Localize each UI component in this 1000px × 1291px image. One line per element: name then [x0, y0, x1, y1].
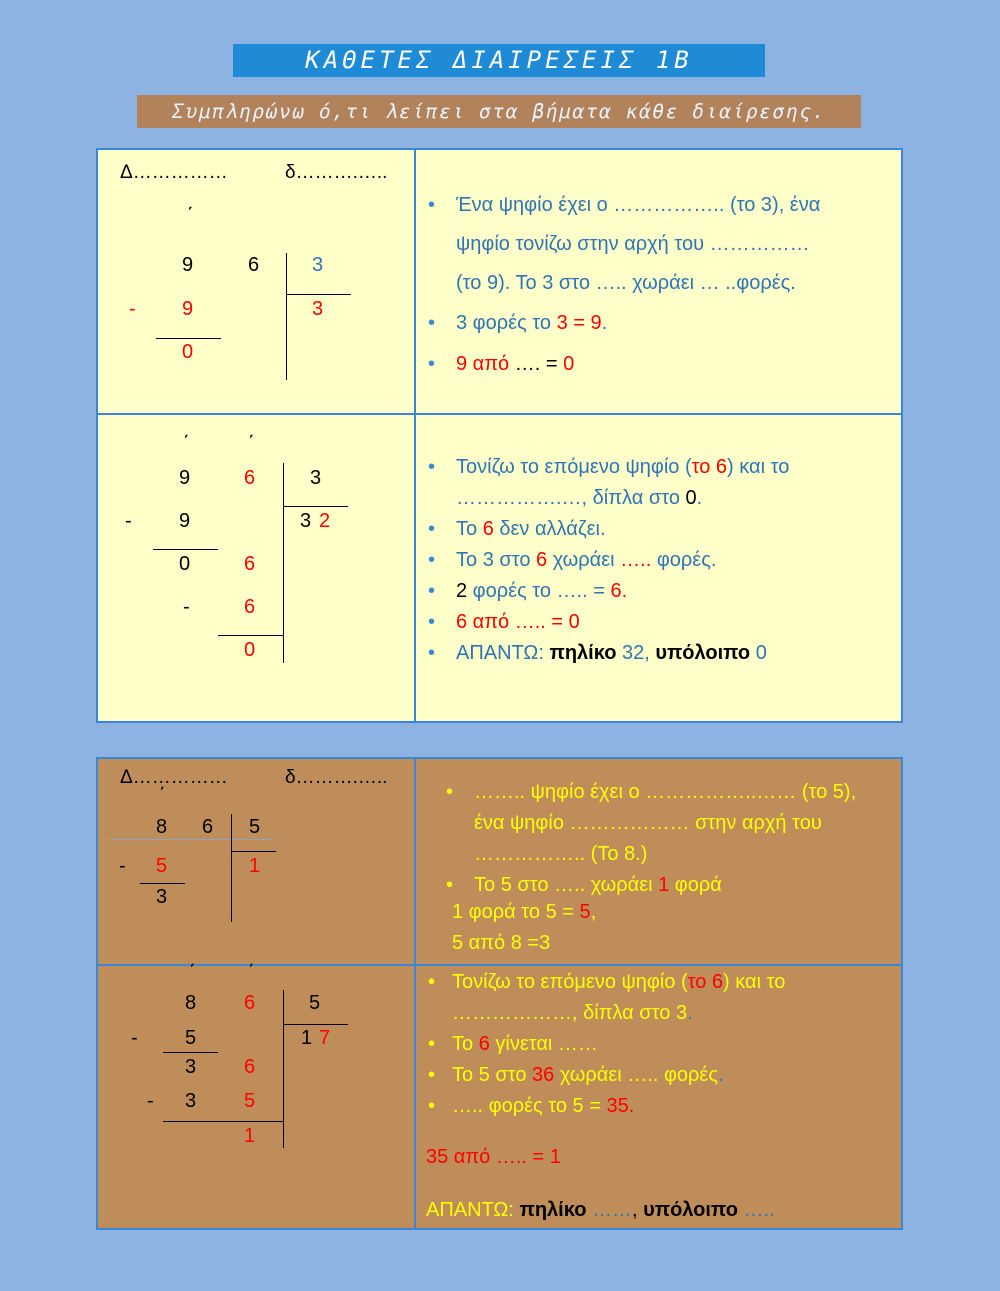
subtrahend: 5: [185, 1027, 197, 1049]
step-text: Το 5 στο ….. χωράει: [474, 874, 659, 896]
step-text: 6: [478, 1033, 490, 1055]
ex2-step2-text-cell: [414, 964, 903, 1230]
subtrahend: 5: [156, 855, 168, 877]
dividend-digit-6: 6: [244, 467, 256, 489]
step-text: …. =: [509, 353, 564, 375]
step-bullet: [416, 576, 896, 607]
step-text: Ένα ψηφίο έχει ο …………….. (το 3), ένα: [456, 194, 821, 216]
step-text: 6 από ….. = 0: [456, 611, 580, 633]
step-text: ) και το: [723, 971, 786, 993]
dividend-digit-6: 6: [248, 254, 260, 276]
step-text: 3 φορές το: [456, 312, 557, 334]
remainder: 0: [182, 341, 194, 363]
minus-sign: -: [129, 298, 136, 320]
step-bullet: [416, 452, 896, 514]
divisor-label: δ……….…..: [285, 162, 388, 183]
final-remainder: 0: [244, 639, 256, 661]
divisor-underline: [283, 1024, 348, 1025]
ex1-step1-work-cell: [96, 148, 416, 415]
digit-tick-mark: ΄: [187, 205, 194, 227]
step-bullet: [416, 1060, 901, 1091]
step-line: [452, 901, 596, 924]
step-text: .: [687, 1002, 693, 1024]
step-bullet: [416, 545, 896, 576]
step-text: Το: [452, 1033, 479, 1055]
step-text: Τονίζω το επόμενο ψηφίο (: [452, 971, 688, 993]
step-bullet: [434, 777, 904, 870]
divisor: 3: [312, 254, 324, 276]
ex1-step1-steps-list: [416, 186, 896, 385]
ex2-step2-steps-list: [416, 967, 901, 1122]
divisor-underline: [231, 851, 276, 852]
step-text: ….. φορές το 5 =: [452, 1095, 607, 1117]
step-text: 0: [563, 353, 575, 375]
digit-tick-mark: ΄: [248, 962, 255, 984]
step-text: 0: [685, 487, 697, 509]
step-text: χωράει ….. φορές: [554, 1064, 718, 1086]
step-bullet: [416, 1091, 901, 1122]
step-text: φορές το ….. =: [467, 580, 611, 602]
step-text: …..: [620, 549, 652, 571]
subtrahend: 6: [244, 596, 256, 618]
step-text: χωράει: [547, 549, 621, 571]
ex2-step1-steps-list: [434, 777, 904, 901]
step-bullet: [416, 607, 896, 638]
step-text: 6: [482, 518, 494, 540]
step-text: 9 από: [456, 353, 510, 375]
digit-tick-mark: ΄: [189, 962, 196, 984]
ex2-step2-work-cell: [96, 964, 416, 1230]
quotient: 3: [312, 298, 324, 320]
step-bullet: [416, 514, 896, 545]
step-text: 35 από ….. = 1: [426, 1146, 561, 1168]
divisor-label: δ……….…..: [285, 767, 388, 788]
division-vertical-line: [283, 990, 284, 1148]
quotient-second-digit: 2: [319, 510, 331, 532]
step-text: ,: [590, 901, 597, 923]
minus-sign: -: [131, 1027, 138, 1049]
step-text: 2: [456, 580, 468, 602]
final-remainder: 1: [244, 1125, 256, 1147]
ex2-step1-work-cell: [96, 757, 416, 966]
step-bullet: [416, 344, 896, 385]
ex1-step2-work-cell: [96, 413, 416, 723]
step-text: ψηφίο τονίζω στην αρχή του ……………: [456, 233, 810, 255]
step-text: …………….. (Το 8.): [474, 843, 648, 865]
step-text: δεν αλλάζει.: [493, 518, 606, 540]
step-text: ………………, δίπλα στο 3: [452, 1002, 688, 1024]
step-text: 36: [532, 1064, 555, 1086]
subtraction-line: [218, 635, 283, 636]
ex1-step2-text-cell: [414, 413, 903, 723]
dividend-digit-8: 8: [185, 992, 197, 1014]
subtraction-line: [163, 1121, 283, 1122]
step-text: …………….…, δίπλα στο: [456, 487, 686, 509]
brought-down-digit: 6: [244, 1056, 256, 1078]
remainder-label: υπόλοιπο: [643, 1199, 738, 1221]
quotient-label: πηλίκο: [519, 1199, 587, 1221]
step-text: 3 = 9: [556, 312, 602, 334]
brought-down-digit: 6: [244, 553, 256, 575]
step-text: φορά: [669, 874, 722, 896]
step-text: το 6: [687, 971, 724, 993]
quotient-first-digit: 1: [301, 1027, 313, 1049]
dividend-label: Δ……………: [120, 767, 228, 788]
subtrahend-units: 5: [244, 1090, 256, 1112]
divisor-underline: [283, 506, 348, 507]
minus-sign: -: [119, 855, 126, 877]
faint-guide-line: [106, 839, 276, 840]
ex2-step1-text-cell: [414, 757, 903, 966]
step-text: ένα ψηφίο ……………… στην αρχή του: [474, 812, 822, 834]
subtrahend-tens: 3: [185, 1090, 197, 1112]
step-bullet: [416, 967, 901, 1029]
dividend-digit-9: 9: [182, 254, 194, 276]
dividend-digit-9: 9: [179, 467, 191, 489]
remainder: 3: [156, 886, 168, 908]
dividend-digit-6: 6: [244, 992, 256, 1014]
step-text: Το: [456, 518, 483, 540]
step-text: 6: [536, 549, 548, 571]
step-text: Το 5 στο: [452, 1064, 533, 1086]
digit-tick-mark: ΄: [183, 433, 190, 455]
step-text: 6.: [610, 580, 628, 602]
remainder: 0: [179, 553, 191, 575]
step-bullet: [416, 303, 896, 344]
step-text: 1 φορά το 5 =: [452, 901, 580, 923]
divisor: 5: [309, 992, 321, 1014]
dividend-digit-8: 8: [156, 816, 168, 838]
step-text: ΑΠΑΝΤΩ:: [456, 642, 550, 664]
step-text: (το 9). Το 3 στο ….. χωράει … ..φορές.: [456, 272, 796, 294]
remainder: 3: [185, 1056, 197, 1078]
subtraction-line: [140, 883, 185, 884]
step-text: πηλίκο: [549, 642, 617, 664]
step-text: …….. ψηφίο έχει ο ……………..…… (το 5),: [474, 781, 857, 803]
quotient: 1: [249, 855, 261, 877]
step-bullet: [434, 870, 904, 901]
step-line: [426, 1146, 561, 1169]
step-bullet: [416, 186, 896, 303]
step-text: το 6: [691, 456, 728, 478]
divisor-underline: [286, 294, 351, 295]
step-text: .: [717, 1064, 724, 1086]
step-text: 5: [579, 901, 591, 923]
step-text: 0: [750, 642, 767, 664]
subtrahend: 9: [182, 298, 194, 320]
step-text: .: [696, 487, 703, 509]
separator: ,: [631, 1199, 644, 1221]
step-bullet: [416, 1029, 901, 1060]
ex1-step2-steps-list: [416, 452, 896, 669]
subtraction-line: [163, 1052, 218, 1053]
quotient-first-digit: 3: [300, 510, 312, 532]
subtraction-line: [156, 338, 221, 339]
step-text: φορές.: [651, 549, 717, 571]
remainder-blank[interactable]: …..: [737, 1199, 775, 1221]
subtraction-line: [153, 549, 218, 550]
step-text: .: [601, 312, 608, 334]
step-bullet: [416, 638, 896, 669]
worksheet-title: ΚΑΘΕΤΕΣ ΔΙΑΙΡΕΣΕΙΣ 1Β: [233, 44, 765, 77]
subtrahend: 9: [179, 510, 191, 532]
quotient-blank[interactable]: ……: [586, 1199, 632, 1221]
step-text: Τονίζω το επόμενο ψηφίο (: [456, 456, 692, 478]
step-text: γίνεται ……: [489, 1033, 598, 1055]
divisor: 3: [310, 467, 322, 489]
worksheet-instructions: Συμπληρώνω ό,τι λείπει στα βήματα κάθε διαίρεσης.: [137, 95, 861, 128]
answer-line: [426, 1199, 775, 1222]
ex1-step1-text-cell: [414, 148, 903, 415]
divisor: 5: [249, 816, 261, 838]
division-vertical-line: [286, 253, 287, 380]
step-text: 35.: [606, 1095, 635, 1117]
step-text: 32,: [616, 642, 656, 664]
step-text: υπόλοιπο: [655, 642, 751, 664]
dividend-digit-6: 6: [202, 816, 214, 838]
division-vertical-line: [283, 463, 284, 663]
digit-tick-mark: ΄: [248, 433, 255, 455]
dividend-label: Δ……………: [120, 162, 228, 183]
step-text: Το 3 στο: [456, 549, 537, 571]
minus-sign: -: [125, 510, 132, 532]
minus-sign: -: [183, 596, 190, 618]
step-text: 1: [658, 874, 670, 896]
step-line: [452, 932, 550, 955]
division-vertical-line: [231, 814, 232, 922]
step-text: 5 από 8 =3: [452, 932, 551, 954]
minus-sign: -: [147, 1090, 154, 1112]
quotient-second-digit: 7: [319, 1027, 331, 1049]
digit-tick-mark: ΄: [159, 785, 166, 807]
step-text: ) και το: [727, 456, 790, 478]
answer-label: ΑΠΑΝΤΩ:: [426, 1199, 520, 1221]
